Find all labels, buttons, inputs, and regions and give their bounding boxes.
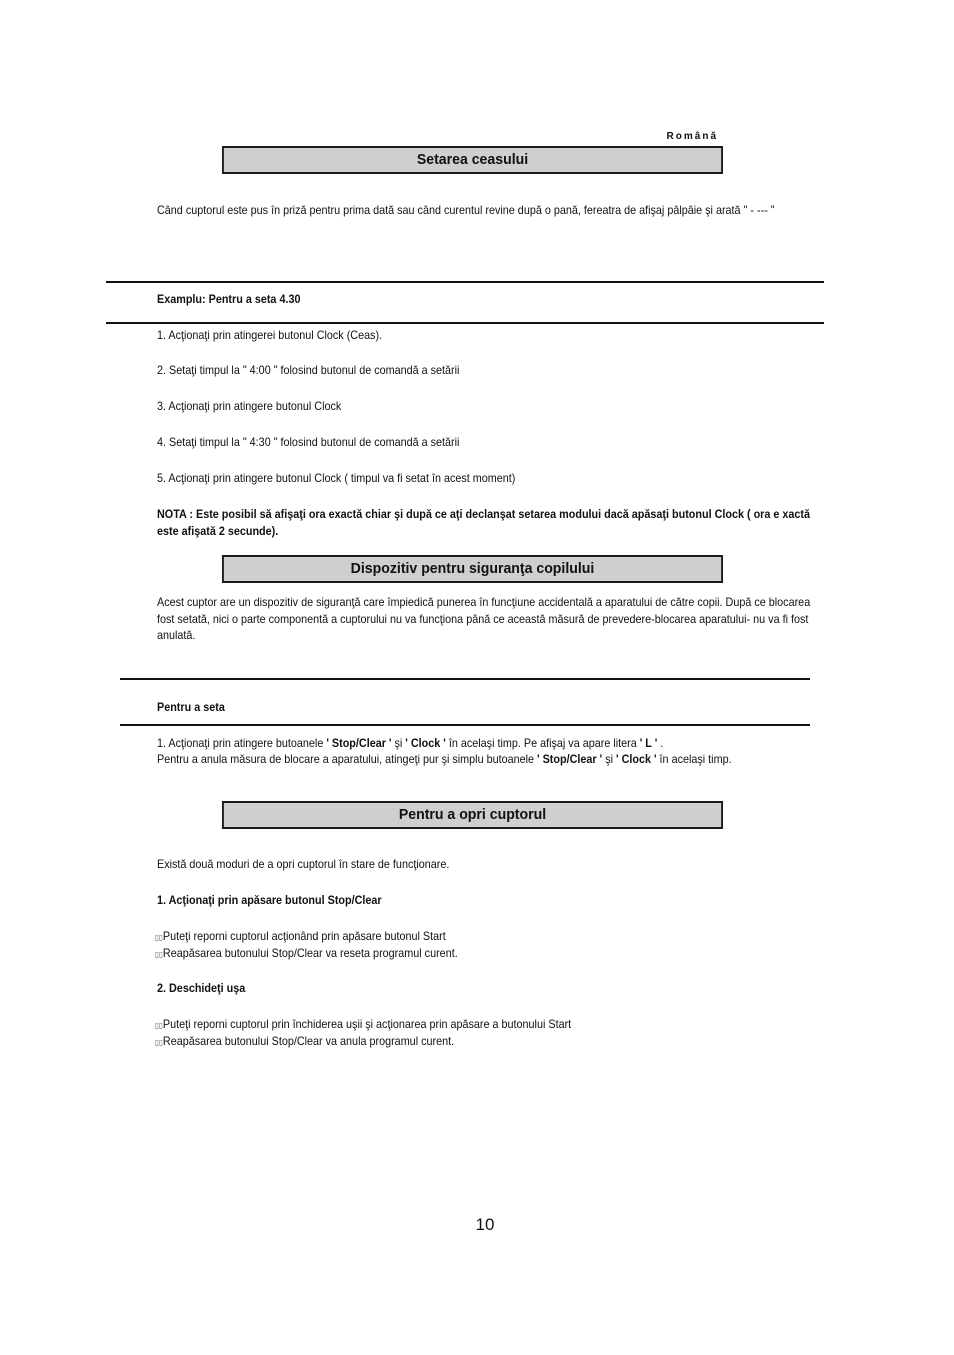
section-title-child-lock: Dispozitiv pentru siguranţa copilului — [222, 555, 723, 583]
clock-step-5: 5. Acţionaţi prin atingere butonul Clock ( timpul va fi setat în acest moment) — [157, 471, 516, 485]
page-number: 10 — [475, 1215, 495, 1234]
stop-intro: Există două moduri de a opri cuptorul în stare de funcţionare. — [157, 857, 450, 871]
bullet-glyph-icon: ▯▯ — [155, 933, 163, 942]
section-title-stop-oven: Pentru a opri cuptorul — [222, 801, 723, 829]
divider — [106, 322, 824, 324]
clock-label: ' Clock ' — [616, 752, 657, 766]
stop-clear-label: ' Stop/Clear ' — [326, 736, 392, 750]
method-2-title: 2. Deschideţi uşa — [157, 981, 246, 995]
bullet-glyph-icon: ▯▯ — [155, 1021, 163, 1030]
bullet-glyph-icon: ▯▯ — [155, 950, 163, 959]
divider — [120, 678, 810, 680]
letter-l-label: ' L ' — [639, 736, 658, 750]
example-label: Examplu: Pentru a seta 4.30 — [157, 292, 301, 306]
method-1-title: 1. Acţionaţi prin apăsare butonul Stop/Clear — [157, 893, 382, 907]
language-label: Română — [666, 131, 718, 142]
child-lock-set-line: 1. Acţionaţi prin atingere butoanele ' Stop/Clear ' şi ' Clock ' în acelaşi timp. Pe afişaj va apare litera ' L ' . — [157, 736, 664, 750]
divider — [106, 281, 824, 283]
clock-step-4: 4. Setaţi timpul la " 4:30 " folosind butonul de comandă a setării — [157, 435, 460, 449]
clock-label: ' Clock ' — [405, 736, 446, 750]
set-label: Pentru a seta — [157, 700, 225, 714]
child-lock-intro: Acest cuptor are un dispozitiv de siguranţă care împiedică punerea în funcţiune accidentală a aparatului de către copii. După ce blocarea fost setată, nici o parte componentă a cuptorului nu va funcţiona până ce această măsură de prevedere-blocarea aparatului- nu va fi fost anulată. — [157, 595, 811, 642]
clock-step-1: 1. Acţionaţi prin atingerei butonul Clock (Ceas). — [157, 328, 383, 342]
method-1-line-2: ▯▯Reapăsarea butonului Stop/Clear va reseta programul curent. — [155, 946, 458, 960]
clock-step-2: 2. Setaţi timpul la " 4:00 " folosind butonul de comandă a setării — [157, 363, 460, 377]
stop-clear-label: ' Stop/Clear ' — [537, 752, 603, 766]
bullet-glyph-icon: ▯▯ — [155, 1038, 163, 1047]
clock-note: NOTA : Este posibil să afişaţi ora exactă chiar şi după ce aţi declanşat setarea modului dacă apăsaţi butonul Clock ( ora e xactă este afişată 2 secunde). — [157, 507, 811, 538]
method-2-line-2: ▯▯Reapăsarea butonului Stop/Clear va anula programul curent. — [155, 1034, 455, 1048]
clock-intro: Când cuptorul este pus în priză pentru prima dată sau când curentul revine după o pană, fereatra de afişaj pâlpâie şi arată " - --- " — [157, 203, 775, 217]
method-2-line-1: ▯▯Puteţi reporni cuptorul prin închiderea uşii şi acţionarea prin apăsare a butonului Start — [155, 1017, 572, 1031]
clock-step-3: 3. Acţionaţi prin atingere butonul Clock — [157, 399, 342, 413]
method-1-line-1: ▯▯Puteţi reporni cuptorul acţionând prin apăsare butonul Start — [155, 929, 446, 943]
child-lock-cancel-line: Pentru a anula măsura de blocare a aparatului, atingeţi pur şi simplu butoanele ' Stop/Clear ' şi ' Clock ' în acelaşi timp. — [157, 752, 732, 766]
divider — [120, 724, 810, 726]
section-title-clock: Setarea ceasului — [222, 146, 723, 174]
